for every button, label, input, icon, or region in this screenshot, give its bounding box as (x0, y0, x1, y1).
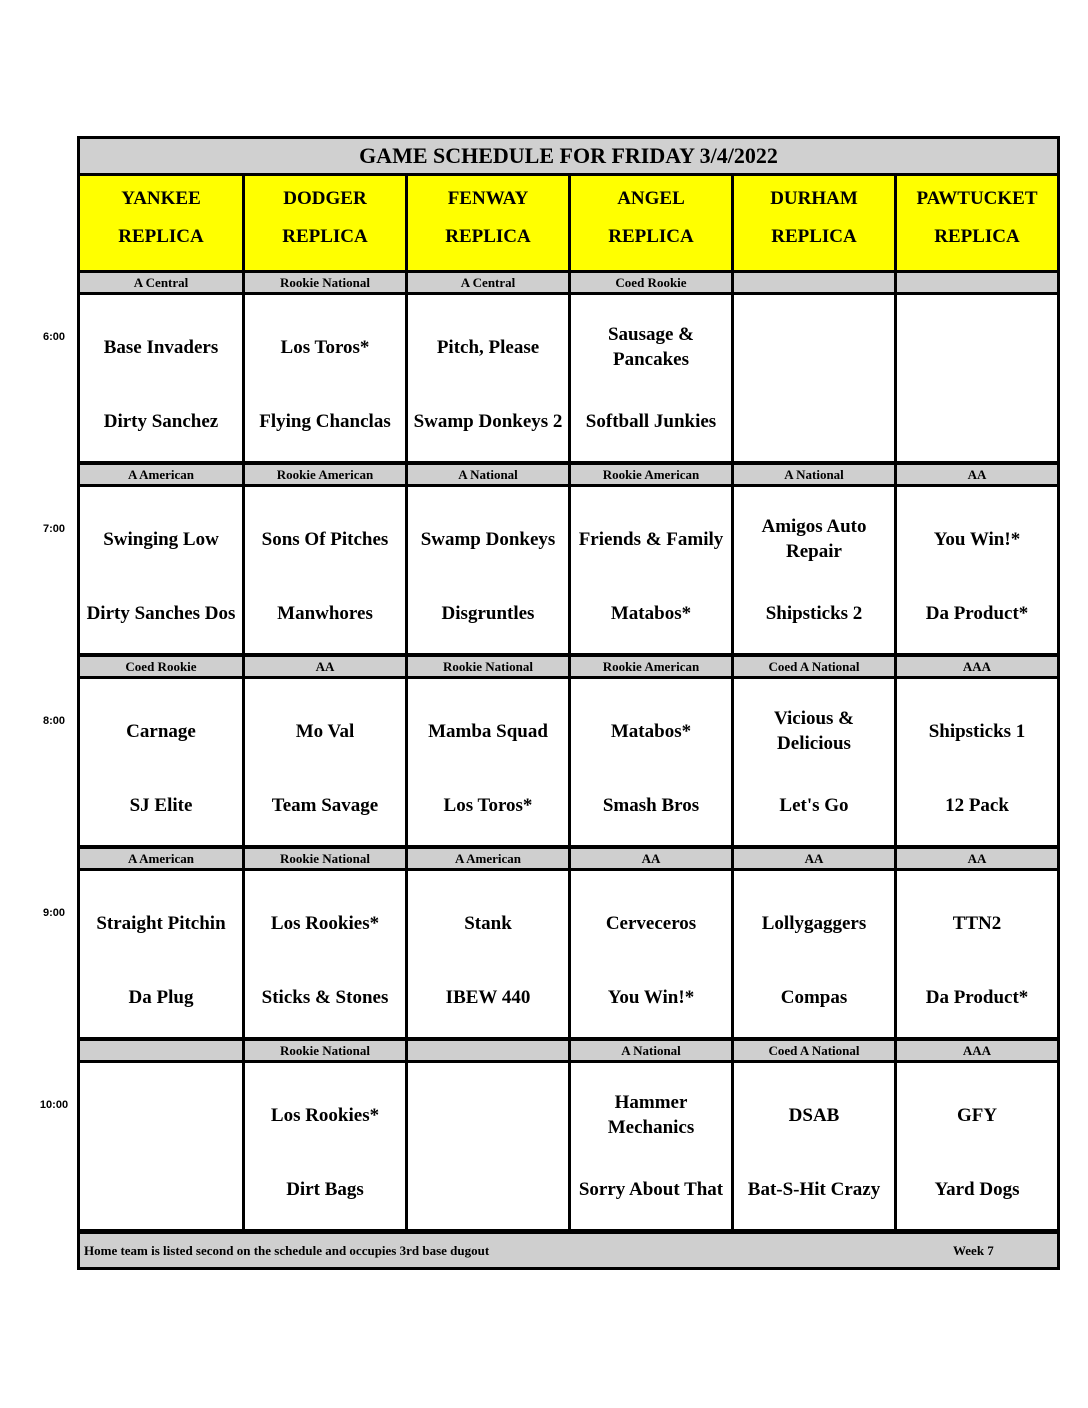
game-cell (571, 295, 731, 461)
home-team: Sticks & Stones (261, 987, 389, 1008)
home-team: Team Savage (271, 795, 379, 816)
away-team: Mo Val (295, 720, 355, 742)
home-team: Softball Junkies (585, 411, 717, 432)
game-cell (734, 1063, 894, 1229)
away-team: Sausage & Pancakes (607, 324, 695, 370)
away-team (80, 1089, 242, 1141)
division-label: AA (734, 849, 894, 868)
division-label: A American (80, 465, 242, 484)
division-label: A National (408, 465, 568, 484)
away-team: Los Toros* (280, 336, 370, 358)
field-header-row (80, 176, 1057, 270)
home-team: SJ Elite (129, 795, 193, 816)
home-team: Matabos* (610, 603, 692, 624)
division-label: A American (80, 849, 242, 868)
home-team: Da Product* (925, 603, 1029, 624)
home-team: Yard Dogs (934, 1179, 1020, 1200)
away-team: DSAB (788, 1104, 840, 1126)
home-team: Los Toros* (443, 795, 533, 816)
division-row (80, 657, 1057, 676)
away-team: Shipsticks 1 (928, 720, 1026, 742)
field-subtitle: REPLICA (118, 226, 204, 247)
division-label: AAA (897, 1041, 1057, 1060)
time-slot-label: 7:00 (42, 523, 66, 535)
division-label: AA (571, 849, 731, 868)
division-label: Rookie American (245, 465, 405, 484)
game-cell (80, 487, 242, 653)
home-team: Flying Chanclas (259, 411, 391, 432)
game-cell (571, 871, 731, 1037)
home-team: 12 Pack (945, 795, 1009, 816)
away-team: Stank (464, 912, 512, 934)
field-header-yankee (80, 176, 242, 270)
away-team (408, 1089, 568, 1141)
home-team (897, 407, 1057, 437)
away-team: Swinging Low (103, 528, 219, 550)
game-cell (734, 487, 894, 653)
division-label: AA (245, 657, 405, 676)
away-team: Los Rookies* (270, 1104, 380, 1126)
division-label: AA (897, 849, 1057, 868)
time-slot-label: 6:00 (42, 331, 66, 343)
home-team: Da Product* (925, 987, 1029, 1008)
game-cell (571, 487, 731, 653)
field-name: DODGER (283, 188, 367, 209)
time-slot-label: 10:00 (39, 1099, 69, 1111)
home-team: Da Plug (128, 987, 194, 1008)
home-team: Dirt Bags (286, 1179, 364, 1200)
away-team: Sons Of Pitches (261, 528, 389, 550)
field-name: YANKEE (121, 188, 201, 209)
schedule-footer (80, 1234, 1057, 1267)
division-row (80, 273, 1057, 292)
field-subtitle: REPLICA (282, 226, 368, 247)
field-name: FENWAY (447, 188, 529, 209)
game-cell (80, 295, 242, 461)
game-cell (734, 871, 894, 1037)
away-team: TTN2 (952, 912, 1002, 934)
division-label: AA (897, 465, 1057, 484)
away-team: Los Rookies* (270, 912, 380, 934)
away-team: Carnage (126, 720, 196, 742)
game-cell (408, 679, 568, 845)
game-cell (408, 871, 568, 1037)
division-label (408, 1041, 568, 1060)
away-team: You Win!* (933, 528, 1021, 550)
away-team: Base Invaders (103, 336, 219, 358)
division-label: A National (571, 1041, 731, 1060)
game-row (80, 1063, 1057, 1229)
game-cell (897, 1063, 1057, 1229)
game-cell (571, 1063, 731, 1229)
away-team: Pitch, Please (436, 336, 540, 358)
division-label: A Central (408, 273, 568, 292)
away-team: Hammer Mechanics (607, 1092, 695, 1138)
away-team: Cerveceros (605, 912, 697, 934)
away-team (734, 321, 894, 373)
field-subtitle: REPLICA (934, 226, 1020, 247)
division-label (734, 273, 894, 292)
away-team (897, 321, 1057, 373)
home-team (80, 1175, 242, 1205)
division-label: Coed A National (734, 1041, 894, 1060)
away-team: Straight Pitchin (96, 912, 226, 934)
division-label: Rookie American (571, 657, 731, 676)
game-cell (80, 871, 242, 1037)
time-slot-label: 8:00 (42, 715, 66, 727)
game-row (80, 487, 1057, 653)
schedule-table (77, 136, 1060, 1270)
division-label: Coed A National (734, 657, 894, 676)
game-cell (245, 679, 405, 845)
game-cell (245, 1063, 405, 1229)
away-team: Friends & Family (578, 528, 724, 550)
home-team: Smash Bros (602, 795, 700, 816)
division-row (80, 465, 1057, 484)
footer-note: Home team is listed second on the schedule and occupies 3rd base dugout (84, 1243, 490, 1258)
game-row (80, 295, 1057, 461)
division-label: A National (734, 465, 894, 484)
home-team: You Win!* (607, 987, 695, 1008)
game-cell (408, 1063, 568, 1229)
division-label: Coed Rookie (80, 657, 242, 676)
game-cell (897, 871, 1057, 1037)
game-cell (897, 679, 1057, 845)
field-name: ANGEL (617, 188, 685, 209)
division-label: Rookie National (245, 273, 405, 292)
division-label (897, 273, 1057, 292)
division-label: AAA (897, 657, 1057, 676)
home-team: Manwhores (277, 603, 373, 624)
division-label: Coed Rookie (571, 273, 731, 292)
home-team (734, 407, 894, 437)
home-team: Dirty Sanchez (103, 411, 219, 432)
away-team: GFY (956, 1104, 998, 1126)
game-cell (897, 295, 1057, 461)
time-slot-label: 9:00 (42, 907, 66, 919)
field-subtitle: REPLICA (771, 226, 857, 247)
week-label: Week 7 (953, 1243, 994, 1258)
game-cell (897, 487, 1057, 653)
division-label: A Central (80, 273, 242, 292)
away-team: Matabos* (610, 720, 692, 742)
division-label: Rookie National (245, 849, 405, 868)
home-team: Sorry About That (578, 1179, 724, 1200)
away-team: Mamba Squad (428, 720, 548, 742)
division-label: Rookie National (408, 657, 568, 676)
field-header-durham (734, 176, 894, 270)
away-team: Amigos Auto Repair (761, 516, 867, 562)
division-label: Rookie National (245, 1041, 405, 1060)
game-row (80, 679, 1057, 845)
game-cell (734, 295, 894, 461)
away-team: Vicious & Delicious (773, 708, 855, 754)
home-team: Swamp Donkeys 2 (413, 411, 563, 432)
field-header-fenway (408, 176, 568, 270)
home-team (408, 1175, 568, 1205)
game-cell (245, 295, 405, 461)
schedule-title: GAME SCHEDULE FOR FRIDAY 3/4/2022 (80, 139, 1057, 173)
game-cell (571, 679, 731, 845)
field-name: PAWTUCKET (916, 188, 1038, 209)
game-cell (245, 487, 405, 653)
division-label: Rookie American (571, 465, 731, 484)
field-subtitle: REPLICA (608, 226, 694, 247)
home-team: IBEW 440 (445, 987, 531, 1008)
away-team: Swamp Donkeys (420, 528, 556, 550)
field-header-dodger (245, 176, 405, 270)
division-row (80, 849, 1057, 868)
home-team: Bat-S-Hit Crazy (747, 1179, 881, 1200)
game-cell (80, 1063, 242, 1229)
game-cell (80, 679, 242, 845)
game-cell (734, 679, 894, 845)
field-name: DURHAM (770, 188, 858, 209)
home-team: Compas (780, 987, 848, 1008)
division-label: A American (408, 849, 568, 868)
home-team: Dirty Sanches Dos (86, 603, 236, 624)
game-cell (408, 295, 568, 461)
field-header-pawtucket (897, 176, 1057, 270)
home-team: Disgruntles (441, 603, 535, 624)
away-team: Lollygaggers (761, 912, 867, 934)
division-row (80, 1041, 1057, 1060)
field-header-angel (571, 176, 731, 270)
game-row (80, 871, 1057, 1037)
game-cell (408, 487, 568, 653)
game-cell (245, 871, 405, 1037)
division-label (80, 1041, 242, 1060)
home-team: Let's Go (779, 795, 849, 816)
field-subtitle: REPLICA (445, 226, 531, 247)
home-team: Shipsticks 2 (765, 603, 863, 624)
